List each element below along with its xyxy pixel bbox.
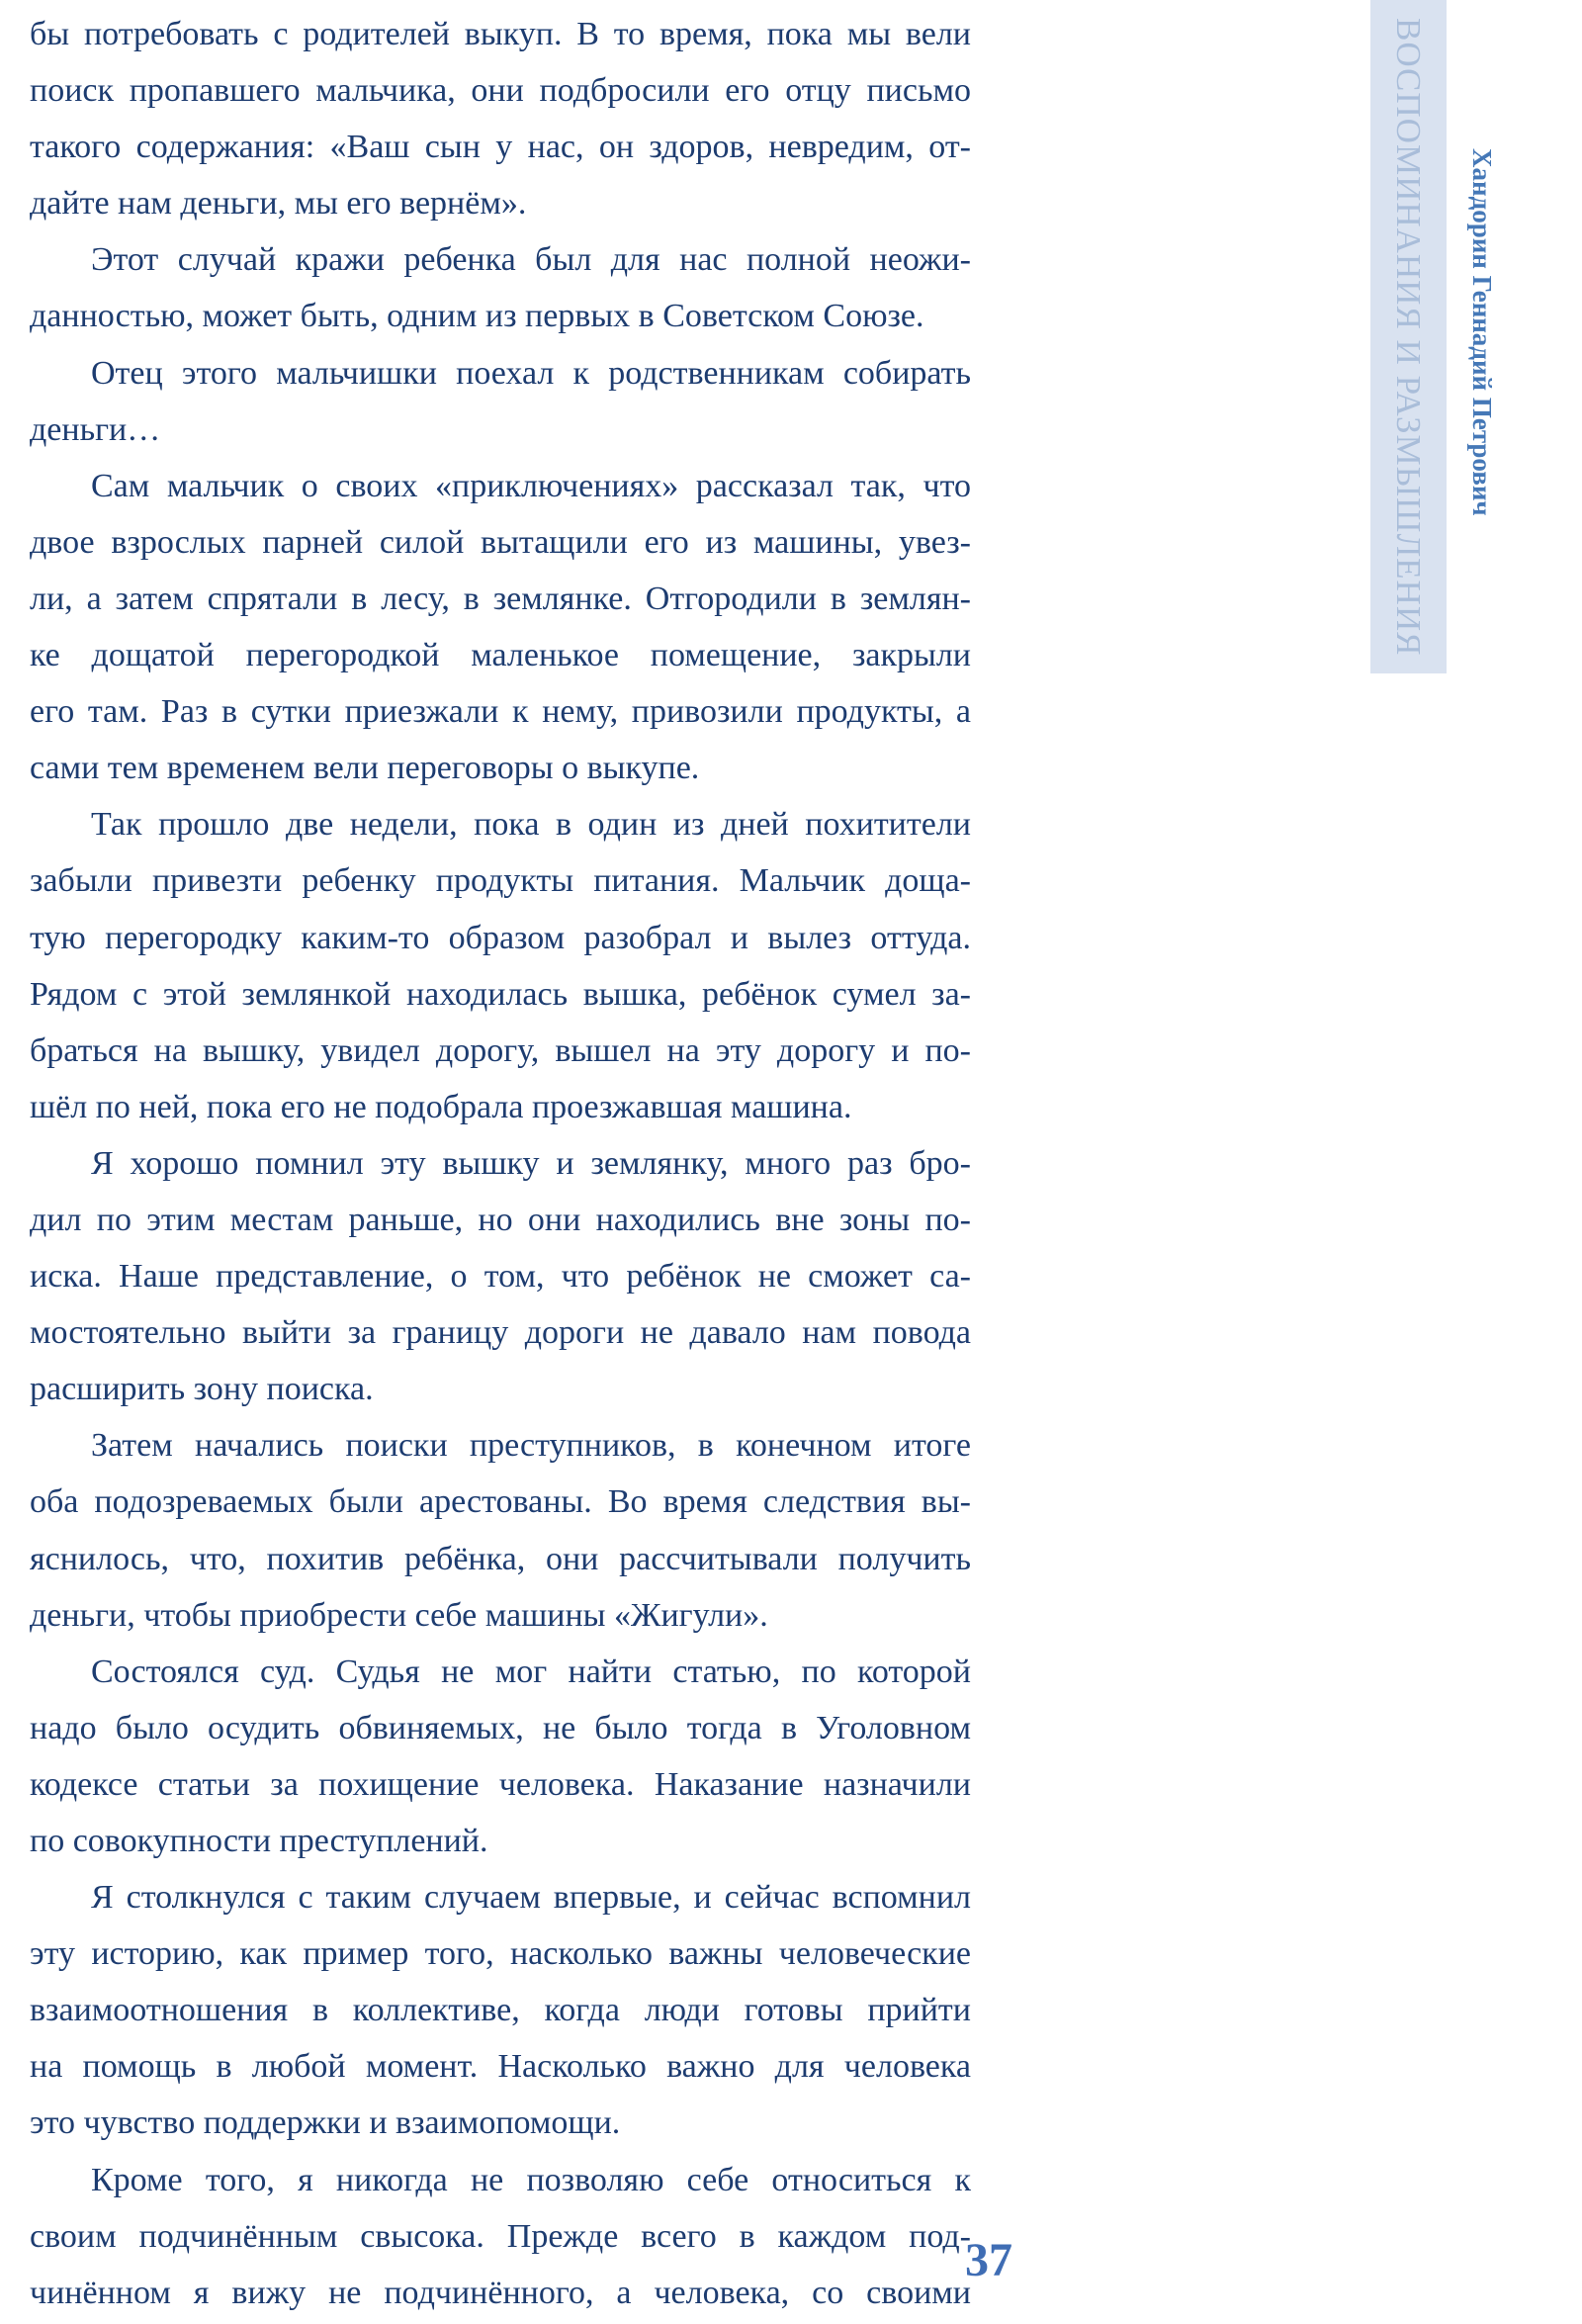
- body-text: [30, 6, 971, 2321]
- text-line: это чувство поддержки и взаимопомощи.: [30, 2104, 621, 2142]
- page-number: 37: [965, 2234, 1012, 2286]
- text-line: своим подчинённым свысока. Прежде всего в каждом под-: [30, 2217, 971, 2255]
- text-line: сами тем временем вели переговоры о выкупе.: [30, 750, 700, 787]
- text-line: Сам мальчик о своих «приключениях» рассказал так, что: [91, 467, 971, 504]
- text-line: Этот случай кражи ребенка был для нас полной неожи-: [91, 241, 971, 279]
- text-line: двое взрослых парней силой вытащили его из машины, увез-: [30, 523, 971, 561]
- text-line: поиск пропавшего мальчика, они подбросили его отцу письмо: [30, 72, 971, 110]
- text-line: такого содержания: «Ваш сын у нас, он здоров, невредим, от-: [30, 129, 971, 166]
- text-line: бы потребовать с родителей выкуп. В то время, пока мы вели: [30, 16, 971, 52]
- text-line: мостоятельно выйти за границу дороги не давало нам повода: [30, 1314, 971, 1352]
- text-line: тую перегородку каким-то образом разобрал и вылез оттуда.: [30, 919, 971, 956]
- text-line: Я столкнулся с таким случаем впервые, и сейчас вспомнил: [91, 1879, 971, 1917]
- text-line: чинённом я вижу не подчинённого, а человека, со своими: [30, 2274, 971, 2311]
- text-line: кодексе статьи за похищение человека. Наказание назначили: [30, 1765, 971, 1803]
- text-line: Кроме того, я никогда не позволяю себе относиться к: [91, 2161, 971, 2198]
- text-line: Рядом с этой землянкой находилась вышка, ребёнок сумел за-: [30, 975, 971, 1013]
- text-line: деньги…: [30, 410, 161, 448]
- text-line: деньги, чтобы приобрести себе машины «Жигули».: [30, 1596, 768, 1634]
- text-line: ке дощатой перегородкой маленькое помещение, закрыли: [30, 637, 971, 674]
- text-line: Отец этого мальчишки поехал к родственникам собирать: [91, 354, 971, 392]
- text-line: на помощь в любой момент. Насколько важно для человека: [30, 2048, 971, 2086]
- text-line: ли, а затем спрятали в лесу, в землянке. Отгородили в землян-: [30, 580, 971, 617]
- text-line: эту историю, как пример того, насколько важны человеческие: [30, 1935, 971, 1973]
- text-line: иска. Наше представление, о том, что ребёнок не сможет са-: [30, 1258, 971, 1296]
- text-line: оба подозреваемых были арестованы. Во время следствия вы-: [30, 1483, 971, 1521]
- text-line: Состоялся суд. Судья не мог найти статью, по которой: [91, 1653, 971, 1690]
- text-line: надо было осудить обвиняемых, не было тогда в Уголовном: [30, 1709, 971, 1746]
- text-line: по совокупности преступлений.: [30, 1823, 488, 1859]
- text-line: Затем начались поиски преступников, в конечном итоге: [91, 1427, 971, 1465]
- book-title-vertical: ВОСПОМИНАНИЯ И РАЗМЫШЛЕНИЯ: [1370, 0, 1447, 673]
- text-line: данностью, может быть, одним из первых в Советском Союзе.: [30, 298, 924, 335]
- text-line: взаимоотношения в коллективе, когда люди готовы прийти: [30, 1992, 971, 2029]
- text-line: дил по этим местам раньше, но они находились вне зоны по-: [30, 1201, 971, 1238]
- text-line: дайте нам деньги, мы его вернём».: [30, 185, 527, 223]
- text-line: Так прошло две недели, пока в один из дней похитители: [91, 806, 971, 844]
- text-line: браться на вышку, увидел дорогу, вышел на эту дорогу и по-: [30, 1031, 971, 1069]
- text-line: Я хорошо помнил эту вышку и землянку, много раз бро-: [91, 1144, 971, 1182]
- text-line: яснилось, что, похитив ребёнка, они рассчитывали получить: [30, 1540, 971, 1577]
- text-line: шёл по ней, пока его не подобрала проезжавшая машина.: [30, 1088, 852, 1125]
- text-line: забыли привезти ребенку продукты питания. Мальчик доща-: [30, 862, 971, 900]
- text-line: его там. Раз в сутки приезжали к нему, привозили продукты, а: [30, 693, 971, 731]
- author-name-vertical: Хандорин Геннадий Петрович: [1467, 148, 1497, 516]
- text-line: расширить зону поиска.: [30, 1371, 374, 1408]
